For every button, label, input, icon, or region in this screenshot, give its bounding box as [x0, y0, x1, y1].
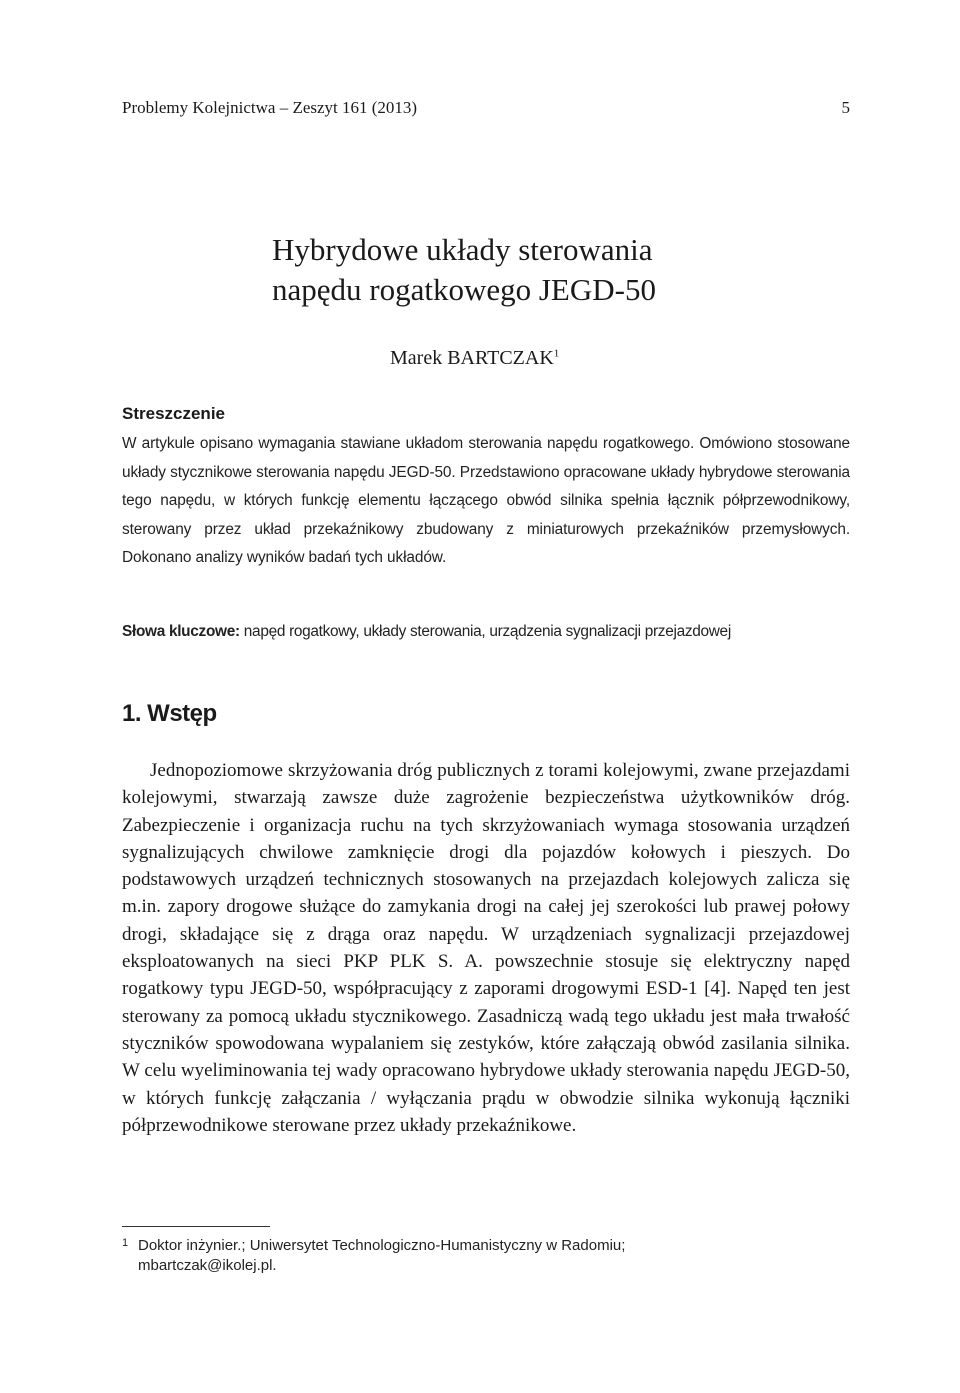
author-name: Marek BARTCZAK [390, 347, 554, 369]
abstract-text: W artykule opisano wymagania stawiane układom sterowania napędu rogatkowego. Omówiono stosowane układy stycznikowe sterowania napędu JEGD-50. Przedstawiono opracowane układy hybrydowe sterowania tego napędu, w których funkcję elementu łączącego obwód silnika spełnia łącznik półprzewodnikowy, sterowany przez układ przekaźnikowy zbudowany z miniaturowych przekaźników przemysłowych. Dokonano analizy wyników badań tych układów. [122, 435, 850, 566]
keywords-label: Słowa kluczowe: [122, 623, 240, 640]
footnote-email: mbartczak@ikolej.pl. [138, 1257, 277, 1274]
section-body: Jednopoziomowe skrzyżowania dróg publicznych z torami kolejowymi, zwane przejazdami kolejowymi, stwarzają zawsze duże zagrożenie bezpieczeństwa użytkowników dróg. Zabezpieczenie i organizacja ruchu na tych skrzyżowaniach wymaga stosowania urządzeń sygnalizujących chwilowe zamknięcie drogi dla pojazdów kołowych i pieszych. Do podstawowych urządzeń technicznych stosowanych na przejazdach kolejowych zalicza się m.in. zapory drogowe służące do zamykania drogi na całej jej szerokości lub prawej połowy drogi, składające się z drąga oraz napędu. W urządzeniach sygnalizacji przejazdowej eksploatowanych na sieci PKP PLK S. A. powszechnie stosuje się elektryczny napęd rogatkowy typu JEGD-50, współpracujący z zaporami drogowymi ESD-1 [4]. Napęd ten jest sterowany za pomocą układu stycznikowego. Zasadniczą wadą tego układu jest mała trwałość styczników spowodowana wypalaniem się zestyków, które załączają obwód zasilania silnika. W celu wyeliminowania tej wady opracowano hybrydowe układy sterowania napędu JEGD-50, w których funkcję załączania / wyłączania prądu w obwodzie silnika wykonują łączniki półprzewodnikowe sterowane przez układy przekaźnikowe. [122, 760, 850, 1136]
running-header [122, 98, 850, 118]
footnote-divider [122, 1226, 270, 1227]
section-heading: 1. Wstęp [122, 700, 217, 727]
footnote [122, 1236, 822, 1276]
article-title [272, 230, 792, 310]
abstract-heading: Streszczenie [122, 404, 225, 423]
author-line [390, 347, 559, 370]
page-number: 5 [841, 98, 850, 117]
author-footnote-mark: 1 [553, 347, 560, 360]
title-line-1: Hybrydowe układy sterowania [272, 232, 653, 267]
title-line-2: napędu rogatkowego JEGD-50 [272, 272, 656, 307]
keywords [122, 623, 850, 641]
keywords-text: napęd rogatkowy, układy sterowania, urządzenia sygnalizacji przejazdowej [243, 623, 731, 640]
footnote-line-1: Doktor inżynier.; Uniwersytet Technologiczno-Humanistyczny w Radomiu; [138, 1237, 626, 1254]
footnote-mark: 1 [122, 1237, 129, 1249]
journal-title: Problemy Kolejnictwa – Zeszyt 161 (2013) [122, 98, 418, 117]
